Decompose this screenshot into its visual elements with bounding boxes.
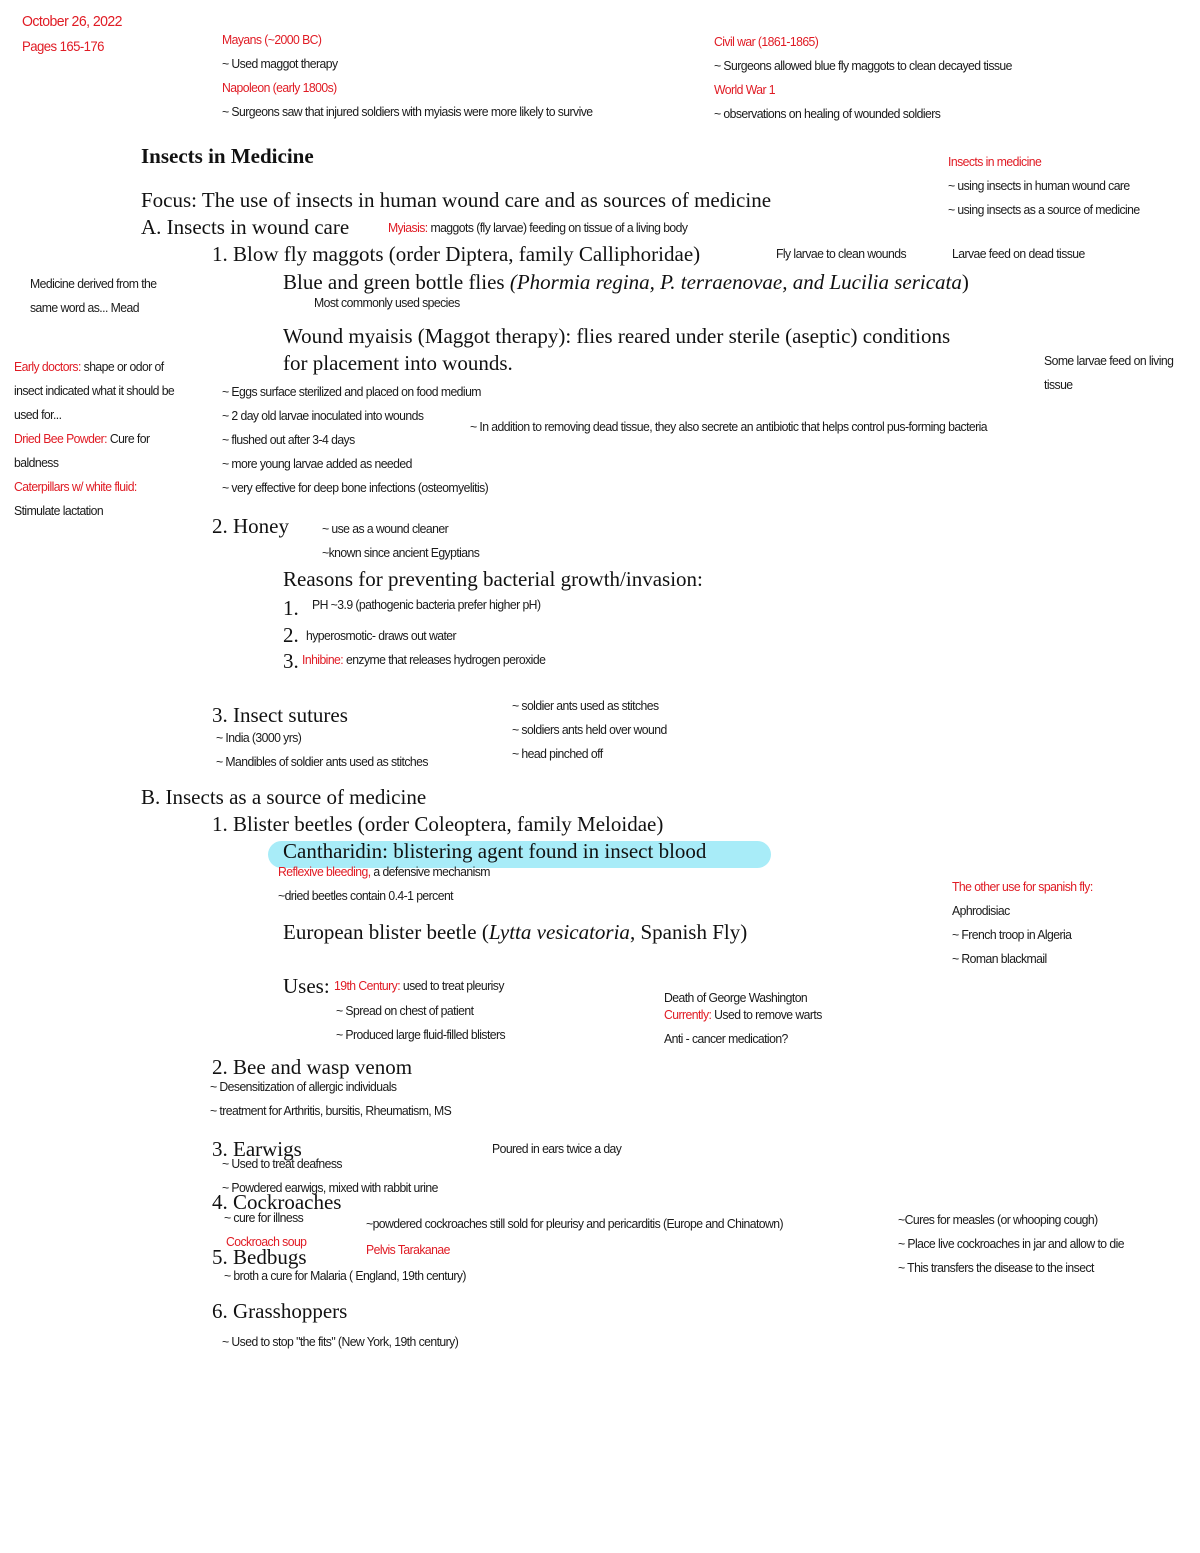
history-mayans-label: Mayans (~2000 BC) (222, 32, 322, 47)
item-earwigs: 3. Earwigs (212, 1137, 302, 1161)
maggot-therapy-line-2: for placement into wounds. (283, 351, 513, 375)
history-ww1-label: World War 1 (714, 82, 776, 97)
pages-label: Pages 165-176 (22, 38, 104, 54)
bottle-flies-text: Blue and green bottle flies (283, 270, 510, 294)
page-title: Insects in Medicine (141, 144, 314, 168)
focus-line: Focus: The use of insects in human wound care and as sources of medicine (141, 188, 772, 212)
cockroach-powder-note: ~powdered cockroaches still sold for pleurisy and pericarditis (Europe and Chinatown) (366, 1216, 784, 1231)
fly-larvae-note: Fly larvae to clean wounds (776, 246, 907, 261)
reflexive-note (278, 864, 490, 879)
uses-century-note (334, 978, 504, 993)
aphrodisiac-note: Aphrodisiac (952, 903, 1010, 918)
reflexive-label: Reflexive bleeding, (278, 864, 371, 879)
maggot-note: ~ Eggs surface sterilized and placed on food medium (222, 384, 481, 399)
early-doctors-note-3: used for... (14, 407, 62, 422)
sutures-note-1: ~ India (3000 yrs) (216, 730, 302, 745)
other-use-label: The other use for spanish fly: (952, 879, 1093, 894)
most-common-note: Most commonly used species (314, 295, 460, 310)
bottle-flies-close: ) (961, 270, 969, 294)
reason-3-text (302, 652, 545, 667)
myiasis-note (388, 220, 687, 235)
sutures-note-2: ~ Mandibles of soldier ants used as stitches (216, 754, 428, 769)
bottle-flies-species: (Phormia regina, P. terraenovae, and Lucilia sericata (509, 270, 962, 294)
currently-text: Used to remove warts (711, 1007, 822, 1022)
item-honey: 2. Honey (212, 514, 289, 538)
source-note: ~ using insects as a source of medicine (948, 202, 1140, 217)
maggot-note: ~ flushed out after 3-4 days (222, 432, 355, 447)
medicine-derived-note-2: same word as... Mead (30, 300, 139, 315)
cantharidin-line: Cantharidin: blistering agent found in insect blood (283, 839, 707, 863)
european-beetle-line (283, 920, 747, 945)
history-napoleon-label: Napoleon (early 1800s) (222, 80, 337, 95)
reason-2-number: 2. (283, 623, 299, 647)
french-troop-note: ~ French troop in Algeria (952, 927, 1072, 942)
honey-note-1: ~ use as a wound cleaner (322, 521, 449, 536)
history-civilwar-note: ~ Surgeons allowed blue fly maggots to clean decayed tissue (714, 58, 1012, 73)
pelvis-label: Pelvis Tarakanae (366, 1242, 450, 1257)
uses-label: Uses: (283, 974, 330, 998)
sutures-right-2: ~ soldiers ants held over wound (512, 722, 667, 737)
insects-in-medicine-note: Insects in medicine (948, 154, 1042, 169)
roman-blackmail-note: ~ Roman blackmail (952, 951, 1047, 966)
some-larvae-note-1: Some larvae feed on living (1044, 353, 1174, 368)
measles-note-1: ~Cures for measles (or whooping cough) (898, 1212, 1098, 1227)
grasshopper-note: ~ Used to stop "the fits" (New York, 19th century) (222, 1334, 459, 1349)
early-doctors-text: shape or odor of (80, 359, 164, 374)
larvae-dead-note: Larvae feed on dead tissue (952, 246, 1085, 261)
reason-2-text: hyperosmotic- draws out water (306, 628, 457, 643)
dried-bee-label: Dried Bee Powder: (14, 431, 107, 446)
earwig-note-1: ~ Used to treat deafness (222, 1156, 342, 1171)
dried-beetles-note: ~dried beetles contain 0.4-1 percent (278, 888, 454, 903)
reflexive-text: a defensive mechanism (370, 864, 490, 879)
item-insect-sutures: 3. Insect sutures (212, 703, 348, 727)
item-blister-beetles: 1. Blister beetles (order Coleoptera, family Meloidae) (212, 812, 664, 836)
european-beetle-text: European blister beetle ( (283, 920, 489, 944)
inhibine-text: enzyme that releases hydrogen peroxide (343, 652, 546, 667)
item-grasshoppers: 6. Grasshoppers (212, 1299, 348, 1323)
reason-3-number: 3. (283, 649, 299, 673)
bee-note-1: ~ Desensitization of allergic individuals (210, 1079, 397, 1094)
myiasis-label: Myiasis: (388, 220, 428, 235)
currently-label: Currently: (664, 1007, 712, 1022)
some-larvae-note-2: tissue (1044, 377, 1073, 392)
honey-note-2: ~known since ancient Egyptians (322, 545, 480, 560)
sutures-right-3: ~ head pinched off (512, 746, 603, 761)
maggot-note: ~ 2 day old larvae inoculated into wounds (222, 408, 424, 423)
item-bee-venom: 2. Bee and wasp venom (212, 1055, 413, 1079)
earwig-note-2: ~ Powdered earwigs, mixed with rabbit urine (222, 1180, 438, 1195)
century-label: 19th Century: (334, 978, 401, 993)
dried-bee-text: Cure for (106, 431, 150, 446)
antibiotic-note: ~ In addition to removing dead tissue, they also secrete an antibiotic that helps control pus-forming bacteria (470, 419, 988, 434)
early-doctors-label: Early doctors: (14, 359, 81, 374)
bedbug-note: ~ broth a cure for Malaria ( England, 19th century) (224, 1268, 466, 1283)
measles-note-3: ~ This transfers the disease to the insect (898, 1260, 1094, 1275)
maggot-therapy-line-1: Wound myaisis (Maggot therapy): flies reared under sterile (aseptic) conditions (283, 324, 951, 348)
dried-bee-note (14, 431, 149, 446)
history-ww1-note: ~ observations on healing of wounded soldiers (714, 106, 941, 121)
sutures-right-1: ~ soldier ants used as stitches (512, 698, 659, 713)
reasons-heading: Reasons for preventing bacterial growth/invasion: (283, 567, 703, 591)
section-a-heading: A. Insects in wound care (141, 215, 350, 239)
caterpillars-note: Stimulate lactation (14, 503, 104, 518)
european-beetle-rest: , Spanish Fly) (629, 920, 748, 944)
bee-note-2: ~ treatment for Arthritis, bursitis, Rheumatism, MS (210, 1103, 452, 1118)
early-doctors-note (14, 359, 164, 374)
bottle-flies-line (283, 270, 969, 295)
reason-1-text: PH ~3.9 (pathogenic bacteria prefer higher pH) (312, 597, 541, 612)
history-civilwar-label: Civil war (1861-1865) (714, 34, 819, 49)
european-beetle-species: Lytta vesicatoria (488, 920, 630, 944)
anticancer-note: Anti - cancer medication? (664, 1031, 788, 1046)
century-text: used to treat pleurisy (400, 978, 504, 993)
history-mayans-note: ~ Used maggot therapy (222, 56, 338, 71)
item-bedbugs: 5. Bedbugs (212, 1245, 307, 1269)
maggot-note: ~ very effective for deep bone infections (osteomyelitis) (222, 480, 489, 495)
measles-note-2: ~ Place live cockroaches in jar and allow to die (898, 1236, 1124, 1251)
inhibine-label: Inhibine: (302, 652, 344, 667)
caterpillars-label: Caterpillars w/ white fluid: (14, 479, 137, 494)
early-doctors-note-2: insect indicated what it should be (14, 383, 175, 398)
date-label: October 26, 2022 (22, 13, 122, 30)
item-cockroaches: 4. Cockroaches (212, 1190, 342, 1214)
myiasis-text: maggots (fly larvae) feeding on tissue of a living body (427, 220, 688, 235)
section-b-heading: B. Insects as a source of medicine (141, 785, 427, 809)
cockroach-soup-label: Cockroach soup (226, 1234, 307, 1249)
medicine-derived-note-1: Medicine derived from the (30, 276, 157, 291)
gw-death-note: Death of George Washington (664, 990, 808, 1005)
item-blow-fly: 1. Blow fly maggots (order Diptera, family Calliphoridae) (212, 242, 701, 266)
dried-bee-note-2: baldness (14, 455, 59, 470)
cockroach-note: ~ cure for illness (224, 1210, 304, 1225)
history-napoleon-note: ~ Surgeons saw that injured soldiers with myiasis were more likely to survive (222, 104, 593, 119)
earwig-right-note: Poured in ears twice a day (492, 1141, 622, 1156)
uses-note-1: ~ Spread on chest of patient (336, 1003, 474, 1018)
maggot-note: ~ more young larvae added as needed (222, 456, 412, 471)
uses-note-2: ~ Produced large fluid-filled blisters (336, 1027, 506, 1042)
wound-care-note: ~ using insects in human wound care (948, 178, 1130, 193)
reason-1-number: 1. (283, 596, 299, 620)
currently-note (664, 1007, 822, 1022)
